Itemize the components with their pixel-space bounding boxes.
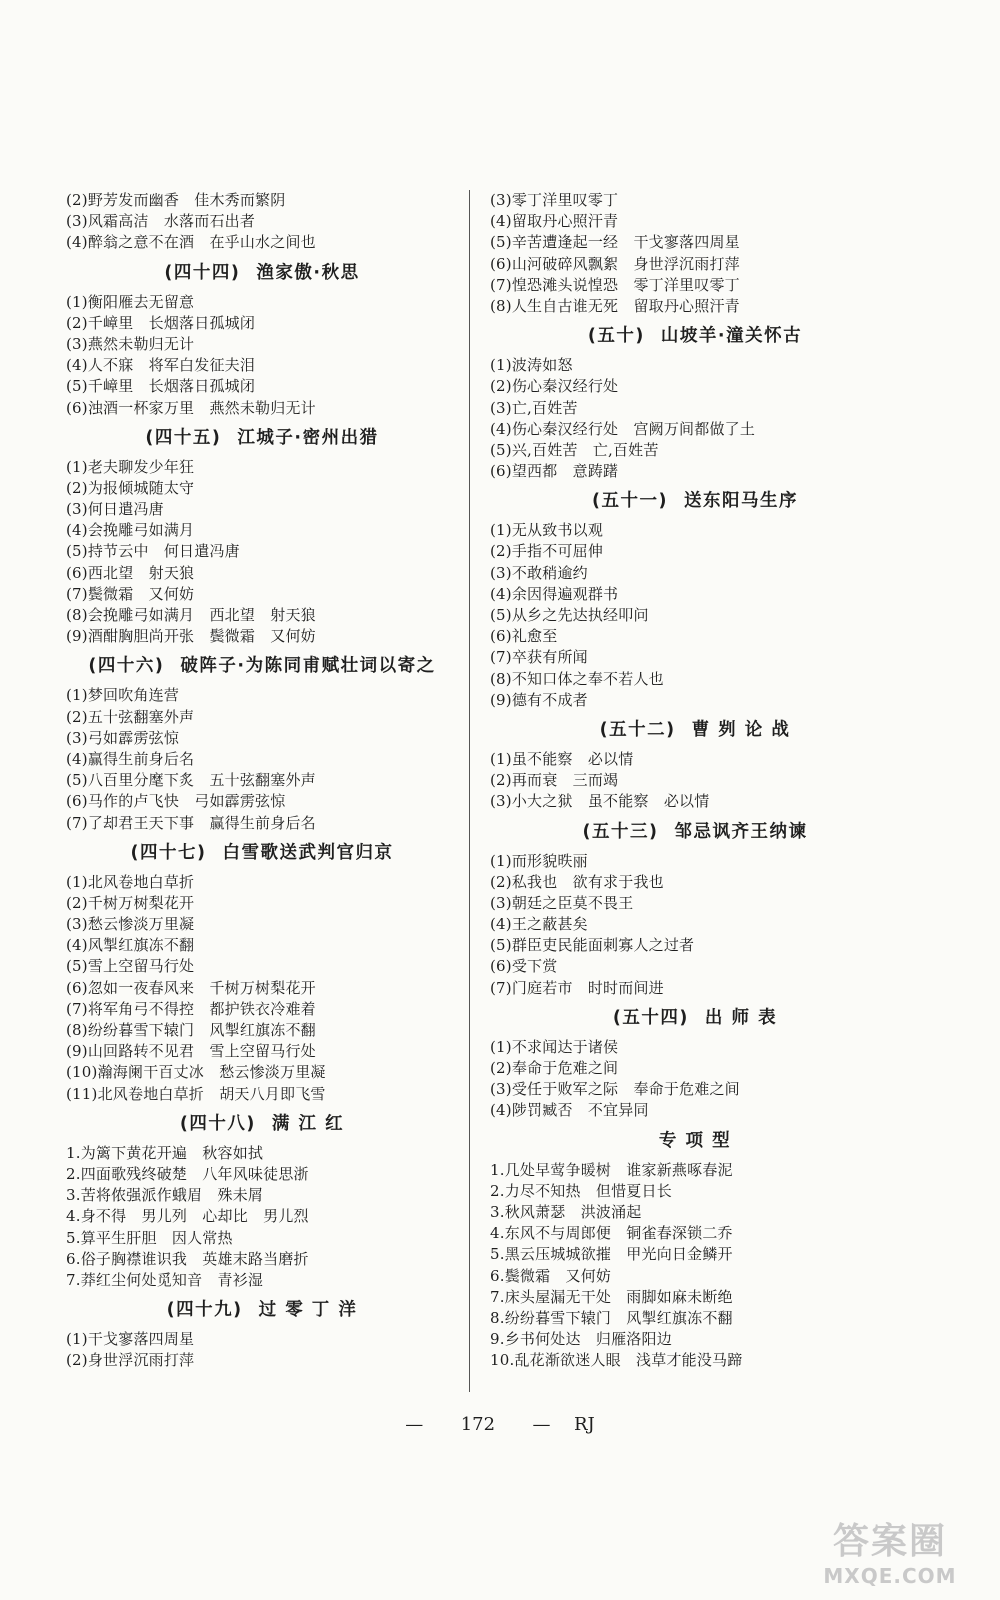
- answer-line: (2)身世浮沉雨打萍: [66, 1351, 195, 1370]
- answer-line: (3)何日遣冯唐: [66, 500, 164, 519]
- answer-line: (7)惶恐滩头说惶恐 零丁洋里叹零丁: [490, 275, 740, 294]
- answer-line: (5)群臣吏民能面刺寡人之过者: [490, 936, 695, 955]
- column-divider: [469, 190, 470, 1392]
- answer-line: (5)辛苦遭逢起一经 干戈寥落四周星: [490, 233, 740, 252]
- section-number: (五十一): [592, 491, 668, 512]
- answer-line: (1)虽不能察 必以情: [490, 749, 634, 768]
- answer-line: (3)风霜高洁 水落而石出者: [66, 212, 256, 231]
- answer-line: (1)北风卷地白草折: [66, 872, 195, 891]
- section-title: 送东阳马生序: [684, 491, 798, 512]
- section-number: (五十): [587, 326, 645, 347]
- section-number: (四十八): [179, 1113, 256, 1134]
- answer-line: (6)忽如一夜春风来 千树万树梨花开: [66, 978, 316, 997]
- answer-line: (4)风掣红旗冻不翻: [66, 936, 195, 955]
- answer-line: (11)北风卷地白草折 胡天八月即飞雪: [66, 1084, 326, 1103]
- section-title: 过 零 丁 洋: [258, 1300, 358, 1321]
- answer-line: (1)不求闻达于诸侯: [490, 1037, 619, 1056]
- section-title: 江城子·密州出猎: [237, 427, 379, 448]
- section-heading: [490, 813, 900, 851]
- section-heading: [66, 1105, 458, 1143]
- answer-line: 2.力尽不知热 但惜夏日长: [490, 1181, 672, 1200]
- section-title: 山坡羊·潼关怀古: [660, 326, 803, 347]
- answer-line: (2)手指不可屈伸: [490, 542, 604, 561]
- answer-line: (1)波涛如怒: [490, 356, 573, 375]
- watermark: [800, 1513, 980, 1588]
- section-title: 白雪歌送武判官归京: [222, 842, 394, 863]
- answer-line: (10)瀚海阑干百丈冰 愁云惨淡万里凝: [66, 1063, 326, 1082]
- answer-line: 5.黑云压城城欲摧 甲光向日金鳞开: [490, 1245, 733, 1264]
- answer-line: 3.苦将侬强派作蛾眉 殊未屑: [66, 1186, 264, 1205]
- answer-line: 9.乡书何处达 归雁洛阳边: [490, 1330, 672, 1349]
- section-number: (四十四): [164, 262, 241, 283]
- section-title: 满 江 红: [271, 1113, 345, 1134]
- answer-line: (4)会挽雕弓如满月: [66, 521, 195, 540]
- answer-line: (1)衡阳雁去无留意: [66, 292, 195, 311]
- answer-line: (6)山河破碎风飘絮 身世浮沉雨打萍: [490, 254, 740, 273]
- section-number: (四十五): [145, 427, 222, 448]
- answer-line: 5.算平生肝胆 因人常热: [66, 1228, 233, 1247]
- answer-line: (2)为报倾城随太守: [66, 478, 195, 497]
- answer-line: 6.鬓微霜 又何妨: [490, 1266, 612, 1285]
- footer-dash-left: —: [405, 1414, 424, 1435]
- section-heading: [490, 482, 900, 520]
- section-number: (五十三): [582, 821, 659, 842]
- answer-line: 8.纷纷暮雪下辕门 风掣红旗冻不翻: [490, 1308, 733, 1327]
- answer-line: (6)礼愈至: [490, 627, 558, 646]
- answer-line: (7)了却君王天下事 赢得生前身后名: [66, 813, 316, 832]
- answer-line: (4)人不寐 将军白发征夫泪: [66, 356, 256, 375]
- section-heading: [490, 317, 900, 355]
- page-number: 172: [460, 1414, 496, 1435]
- answer-line: (4)王之蔽甚矣: [490, 915, 588, 934]
- answer-line: 10.乱花渐欲迷人眼 浅草才能没马蹄: [490, 1351, 743, 1370]
- section-heading: [490, 1122, 900, 1160]
- answer-line: 1.几处早莺争暖树 谁家新燕啄春泥: [490, 1160, 733, 1179]
- answer-line: (4)伤心秦汉经行处 宫阙万间都做了土: [490, 419, 756, 438]
- answer-line: (2)千嶂里 长烟落日孤城闭: [66, 313, 256, 332]
- answer-line: (7)鬓微霜 又何妨: [66, 584, 195, 603]
- answer-line: (4)醉翁之意不在酒 在乎山水之间也: [66, 233, 316, 252]
- answer-line: (3)朝廷之臣莫不畏王: [490, 893, 634, 912]
- right-column: [490, 190, 900, 1371]
- answer-line: (7)将军角弓不得控 都护铁衣冷难着: [66, 999, 316, 1018]
- section-number: (五十四): [612, 1007, 689, 1028]
- answer-line: 4.东风不与周郎便 铜雀春深锁二乔: [490, 1224, 733, 1243]
- answer-line: (2)再而衰 三而竭: [490, 771, 619, 790]
- section-title: 专 项 型: [658, 1130, 732, 1151]
- answer-line: (1)无从致书以观: [490, 521, 604, 540]
- watermark-url: MXQE.COM: [823, 1564, 957, 1588]
- answer-line: (7)门庭若市 时时而间进: [490, 978, 664, 997]
- answer-line: 7.床头屋漏无干处 雨脚如麻未断绝: [490, 1287, 733, 1306]
- answer-line: (2)野芳发而幽香 佳木秀而繁阴: [66, 191, 286, 209]
- answer-line: (4)留取丹心照汗青: [490, 212, 619, 231]
- answer-line: (5)从乡之先达执经叩问: [490, 606, 649, 624]
- answer-line: (3)燕然未勒归无计: [66, 334, 195, 353]
- answer-line: (5)兴,百姓苦 亡,百姓苦: [490, 440, 659, 459]
- section-title: 邹忌讽齐王纳谏: [674, 821, 808, 842]
- answer-line: (4)赢得生前身后名: [66, 749, 195, 768]
- answer-line: (3)弓如霹雳弦惊: [66, 728, 180, 747]
- answer-line: 4.身不得 男儿列 心却比 男儿烈: [66, 1207, 309, 1226]
- answer-line: (3)不敢稍逾约: [490, 563, 588, 582]
- section-heading: [490, 999, 900, 1037]
- section-number: (四十六): [88, 656, 165, 677]
- answer-line: (2)奉命于危难之间: [490, 1059, 619, 1077]
- section-heading: [490, 711, 900, 749]
- answer-line: (9)酒酣胸胆尚开张 鬓微霜 又何妨: [66, 627, 316, 646]
- answer-line: 1.为篱下黄花开遍 秋容如拭: [66, 1143, 264, 1162]
- section-title: 曹 刿 论 战: [691, 719, 791, 740]
- answer-line: (8)人生自古谁无死 留取丹心照汗青: [490, 296, 740, 315]
- answer-line: (9)德有不成者: [490, 690, 588, 709]
- section-number: (四十七): [130, 842, 207, 863]
- answer-line: (5)八百里分麾下炙 五十弦翻塞外声: [66, 771, 316, 790]
- answer-line: (3)愁云惨淡万里凝: [66, 915, 195, 934]
- answer-line: (6)马作的卢飞快 弓如霹雳弦惊: [66, 792, 286, 811]
- answer-line: (6)望西都 意踌躇: [490, 462, 619, 481]
- answer-line: (9)山回路转不见君 雪上空留马行处: [66, 1042, 316, 1061]
- section-number: (五十二): [599, 719, 676, 740]
- left-column: [66, 190, 458, 1371]
- answer-line: (1)老夫聊发少年狂: [66, 457, 195, 476]
- answer-line: (2)千树万树梨花开: [66, 893, 195, 912]
- answer-line: 6.俗子胸襟谁识我 英雄末路当磨折: [66, 1249, 309, 1268]
- answer-line: (1)干戈寥落四周星: [66, 1330, 195, 1349]
- answer-line: (8)会挽雕弓如满月 西北望 射天狼: [66, 606, 316, 624]
- section-title: 渔家傲·秋思: [256, 262, 360, 283]
- answer-line: (3)受任于败军之际 奉命于危难之间: [490, 1080, 740, 1099]
- watermark-logo-text: 答案圈: [832, 1521, 947, 1562]
- answer-line: (8)纷纷暮雪下辕门 风掣红旗冻不翻: [66, 1021, 316, 1039]
- answer-line: (6)受下赏: [490, 957, 558, 976]
- section-title: 出 师 表: [704, 1007, 778, 1028]
- answer-line: (4)陟罚臧否 不宜异同: [490, 1101, 649, 1120]
- answer-line: 2.四面歌残终破楚 八年风味徒思浙: [66, 1164, 309, 1183]
- answer-line: (2)伤心秦汉经行处: [490, 377, 619, 396]
- section-heading: [66, 1291, 458, 1329]
- answer-line: (5)雪上空留马行处: [66, 957, 195, 976]
- section-heading: [66, 647, 458, 685]
- section-heading: [66, 254, 458, 292]
- answer-line: (7)卒获有所闻: [490, 648, 588, 667]
- answer-line: (2)私我也 欲有求于我也: [490, 872, 664, 891]
- answer-line: (3)小大之狱 虽不能察 必以情: [490, 792, 710, 811]
- footer-dash-right: —: [532, 1414, 551, 1435]
- answer-line: 3.秋风萧瑟 洪波涌起: [490, 1202, 642, 1221]
- answer-line: (5)持节云中 何日遣冯唐: [66, 542, 240, 561]
- answer-line: (3)零丁洋里叹零丁: [490, 191, 619, 209]
- section-title: 破阵子·为陈同甫赋壮词以寄之: [180, 656, 436, 677]
- answer-line: (6)浊酒一杯家万里 燕然未勒归无计: [66, 398, 316, 417]
- answer-line: (1)梦回吹角连营: [66, 686, 180, 705]
- answer-line: 7.莽红尘何处觅知音 青衫湿: [66, 1270, 264, 1289]
- section-number: (四十九): [166, 1300, 243, 1321]
- section-heading: [66, 419, 458, 457]
- answer-line: (8)不知口体之奉不若人也: [490, 669, 664, 688]
- edition-code: RJ: [573, 1414, 595, 1435]
- answer-line: (4)余因得遍观群书: [490, 584, 619, 603]
- answer-line: (2)五十弦翻塞外声: [66, 707, 195, 726]
- section-heading: [66, 834, 458, 872]
- page-footer: [0, 1414, 1000, 1435]
- answer-line: (3)亡,百姓苦: [490, 398, 578, 417]
- answer-line: (1)而形貌昳丽: [490, 851, 588, 870]
- answer-line: (6)西北望 射天狼: [66, 563, 195, 582]
- answer-line: (5)千嶂里 长烟落日孤城闭: [66, 377, 256, 396]
